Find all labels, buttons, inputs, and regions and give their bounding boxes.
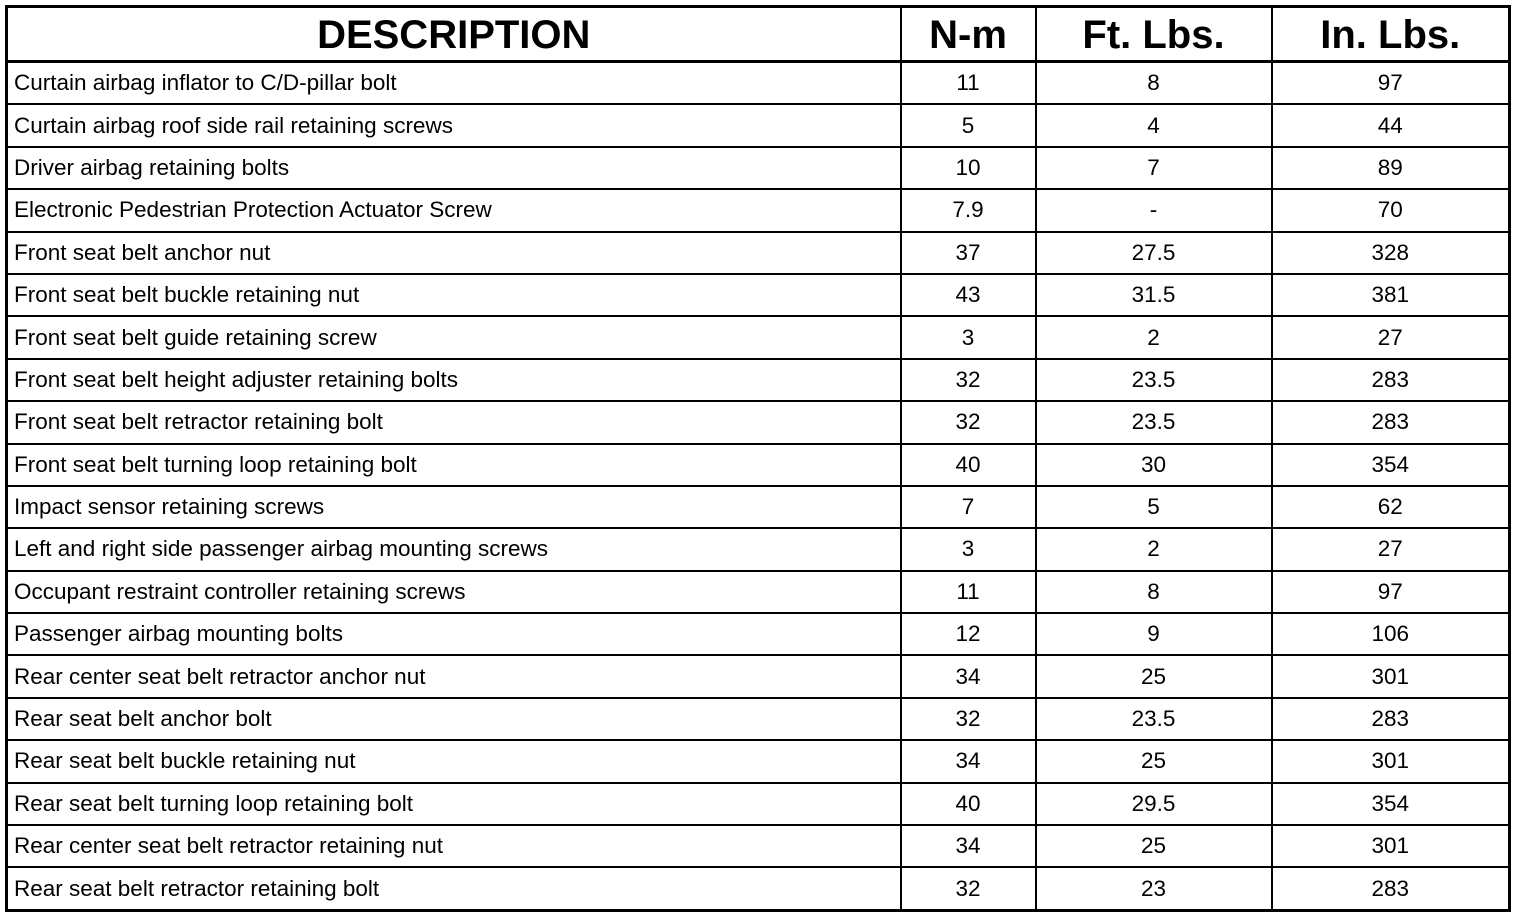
in-lbs-cell: 62 — [1272, 486, 1510, 528]
nm-cell: 10 — [901, 147, 1036, 189]
header-nm: N-m — [901, 7, 1036, 62]
description-cell: Impact sensor retaining screws — [7, 486, 901, 528]
table-row — [7, 783, 1510, 825]
description-cell: Rear seat belt anchor bolt — [7, 698, 901, 740]
in-lbs-cell: 97 — [1272, 571, 1510, 613]
nm-cell: 43 — [901, 274, 1036, 316]
in-lbs-cell: 106 — [1272, 613, 1510, 655]
table-row — [7, 274, 1510, 316]
ft-lbs-cell: 7 — [1036, 147, 1272, 189]
table-row — [7, 62, 1510, 105]
nm-cell: 3 — [901, 316, 1036, 358]
table-row — [7, 316, 1510, 358]
nm-cell: 37 — [901, 232, 1036, 274]
in-lbs-cell: 27 — [1272, 316, 1510, 358]
header-ft-lbs: Ft. Lbs. — [1036, 7, 1272, 62]
ft-lbs-cell: 8 — [1036, 571, 1272, 613]
in-lbs-cell: 354 — [1272, 444, 1510, 486]
table-row — [7, 359, 1510, 401]
ft-lbs-cell: 4 — [1036, 104, 1272, 146]
in-lbs-cell: 283 — [1272, 698, 1510, 740]
description-cell: Front seat belt buckle retaining nut — [7, 274, 901, 316]
ft-lbs-cell: 23 — [1036, 867, 1272, 910]
in-lbs-cell: 301 — [1272, 655, 1510, 697]
table-row — [7, 698, 1510, 740]
ft-lbs-cell: 2 — [1036, 316, 1272, 358]
ft-lbs-cell: 25 — [1036, 740, 1272, 782]
table-row — [7, 486, 1510, 528]
ft-lbs-cell: 30 — [1036, 444, 1272, 486]
table-row — [7, 571, 1510, 613]
nm-cell: 34 — [901, 825, 1036, 867]
table-body — [7, 62, 1510, 911]
description-cell: Rear seat belt buckle retaining nut — [7, 740, 901, 782]
in-lbs-cell: 328 — [1272, 232, 1510, 274]
table-row — [7, 825, 1510, 867]
nm-cell: 3 — [901, 528, 1036, 570]
in-lbs-cell: 89 — [1272, 147, 1510, 189]
nm-cell: 11 — [901, 62, 1036, 105]
in-lbs-cell: 283 — [1272, 867, 1510, 910]
ft-lbs-cell: 29.5 — [1036, 783, 1272, 825]
in-lbs-cell: 97 — [1272, 62, 1510, 105]
description-cell: Electronic Pedestrian Protection Actuator Screw — [7, 189, 901, 231]
table-row — [7, 232, 1510, 274]
in-lbs-cell: 283 — [1272, 359, 1510, 401]
nm-cell: 34 — [901, 655, 1036, 697]
table-row — [7, 189, 1510, 231]
table-row — [7, 613, 1510, 655]
table-row — [7, 104, 1510, 146]
ft-lbs-cell: 25 — [1036, 655, 1272, 697]
in-lbs-cell: 301 — [1272, 740, 1510, 782]
table-row — [7, 867, 1510, 910]
in-lbs-cell: 301 — [1272, 825, 1510, 867]
table-row — [7, 528, 1510, 570]
ft-lbs-cell: 23.5 — [1036, 359, 1272, 401]
in-lbs-cell: 44 — [1272, 104, 1510, 146]
description-cell: Left and right side passenger airbag mounting screws — [7, 528, 901, 570]
in-lbs-cell: 381 — [1272, 274, 1510, 316]
description-cell: Front seat belt retractor retaining bolt — [7, 401, 901, 443]
header-description: DESCRIPTION — [7, 7, 901, 62]
ft-lbs-cell: 9 — [1036, 613, 1272, 655]
in-lbs-cell: 70 — [1272, 189, 1510, 231]
header-in-lbs: In. Lbs. — [1272, 7, 1510, 62]
nm-cell: 32 — [901, 698, 1036, 740]
torque-spec-table — [5, 5, 1511, 912]
description-cell: Driver airbag retaining bolts — [7, 147, 901, 189]
ft-lbs-cell: - — [1036, 189, 1272, 231]
table-row — [7, 655, 1510, 697]
ft-lbs-cell: 31.5 — [1036, 274, 1272, 316]
ft-lbs-cell: 23.5 — [1036, 698, 1272, 740]
table-row — [7, 147, 1510, 189]
table-row — [7, 401, 1510, 443]
in-lbs-cell: 354 — [1272, 783, 1510, 825]
in-lbs-cell: 283 — [1272, 401, 1510, 443]
description-cell: Occupant restraint controller retaining screws — [7, 571, 901, 613]
ft-lbs-cell: 23.5 — [1036, 401, 1272, 443]
header-row — [7, 7, 1510, 62]
nm-cell: 7.9 — [901, 189, 1036, 231]
nm-cell: 11 — [901, 571, 1036, 613]
nm-cell: 34 — [901, 740, 1036, 782]
description-cell: Rear center seat belt retractor retaining nut — [7, 825, 901, 867]
ft-lbs-cell: 5 — [1036, 486, 1272, 528]
table-row — [7, 444, 1510, 486]
ft-lbs-cell: 2 — [1036, 528, 1272, 570]
description-cell: Front seat belt guide retaining screw — [7, 316, 901, 358]
description-cell: Rear center seat belt retractor anchor nut — [7, 655, 901, 697]
description-cell: Rear seat belt turning loop retaining bolt — [7, 783, 901, 825]
nm-cell: 32 — [901, 867, 1036, 910]
description-cell: Curtain airbag inflator to C/D-pillar bolt — [7, 62, 901, 105]
nm-cell: 40 — [901, 444, 1036, 486]
nm-cell: 40 — [901, 783, 1036, 825]
ft-lbs-cell: 27.5 — [1036, 232, 1272, 274]
description-cell: Front seat belt turning loop retaining bolt — [7, 444, 901, 486]
nm-cell: 5 — [901, 104, 1036, 146]
ft-lbs-cell: 25 — [1036, 825, 1272, 867]
description-cell: Passenger airbag mounting bolts — [7, 613, 901, 655]
nm-cell: 32 — [901, 359, 1036, 401]
nm-cell: 7 — [901, 486, 1036, 528]
description-cell: Rear seat belt retractor retaining bolt — [7, 867, 901, 910]
description-cell: Curtain airbag roof side rail retaining screws — [7, 104, 901, 146]
description-cell: Front seat belt height adjuster retaining bolts — [7, 359, 901, 401]
nm-cell: 32 — [901, 401, 1036, 443]
table-row — [7, 740, 1510, 782]
description-cell: Front seat belt anchor nut — [7, 232, 901, 274]
ft-lbs-cell: 8 — [1036, 62, 1272, 105]
in-lbs-cell: 27 — [1272, 528, 1510, 570]
nm-cell: 12 — [901, 613, 1036, 655]
